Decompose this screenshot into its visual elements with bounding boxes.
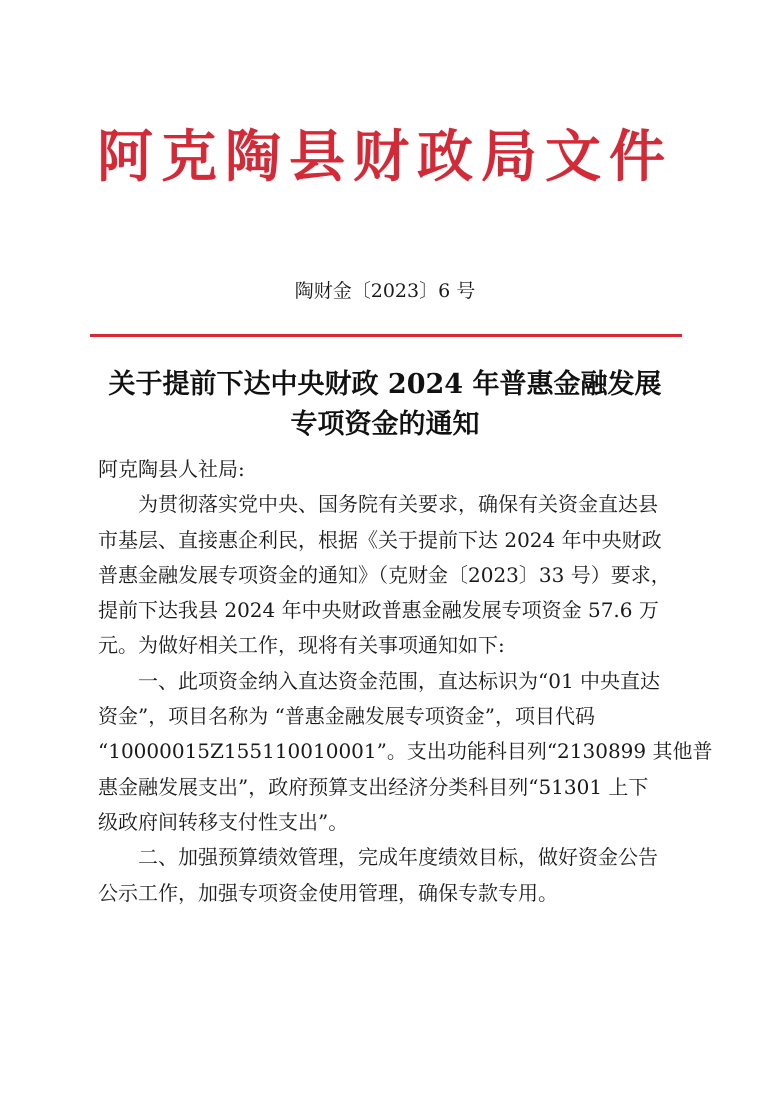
paragraph-2-line-4: 惠金融发展支出”，政府预算支出经济分类科目列“51301 上下: [98, 774, 649, 799]
paragraph-1-line-4: 提前下达我县 2024 年中央财政普惠金融发展专项资金 57.6 万: [98, 598, 659, 623]
paragraph-1-line-2: 市基层、直接惠企利民，根据《关于提前下达 2024 年中央财政: [98, 527, 662, 552]
document-number: 陶财金〔2023〕6 号: [294, 280, 476, 302]
recipient-line: 阿克陶县人社局:: [98, 457, 245, 481]
notice-title-line-2: 专项资金的通知: [290, 409, 480, 440]
paragraph-2-line-2: 资金”，项目名称为 “普惠金融发展专项资金”，项目代码: [98, 704, 596, 729]
paragraph-2-line-5: 级政府间转移支付性支出”。: [98, 809, 349, 834]
paragraph-1-line-5: 元。为做好相关工作，现将有关事项通知如下:: [98, 633, 505, 658]
notice-body: [98, 452, 713, 911]
paragraph-2-line-3: “10000015Z155110010001”。支出功能科目列“2130899 其他普: [98, 739, 713, 764]
paragraph-1-line-3: 普惠金融发展专项资金的通知》（克财金〔2023〕33 号）要求，: [98, 562, 671, 587]
notice-title-line-1: 关于提前下达中央财政 2024 年普惠金融发展: [108, 369, 662, 400]
red-divider-line: [90, 334, 682, 337]
paragraph-3-line-1: 二、加强预算绩效管理，完成年度绩效目标，做好资金公告: [138, 845, 658, 870]
paragraph-3-line-2: 公示工作，加强专项资金使用管理，确保专款专用。: [98, 880, 558, 905]
paragraph-2-line-1: 一、此项资金纳入直达资金范围，直达标识为“01 中央直达: [138, 668, 661, 693]
notice-title: [80, 365, 690, 445]
paragraph-1-line-1: 为贯彻落实党中央、国务院有关要求，确保有关资金直达县: [138, 492, 658, 517]
masthead-title: 阿克陶县财政局文件: [97, 124, 673, 190]
